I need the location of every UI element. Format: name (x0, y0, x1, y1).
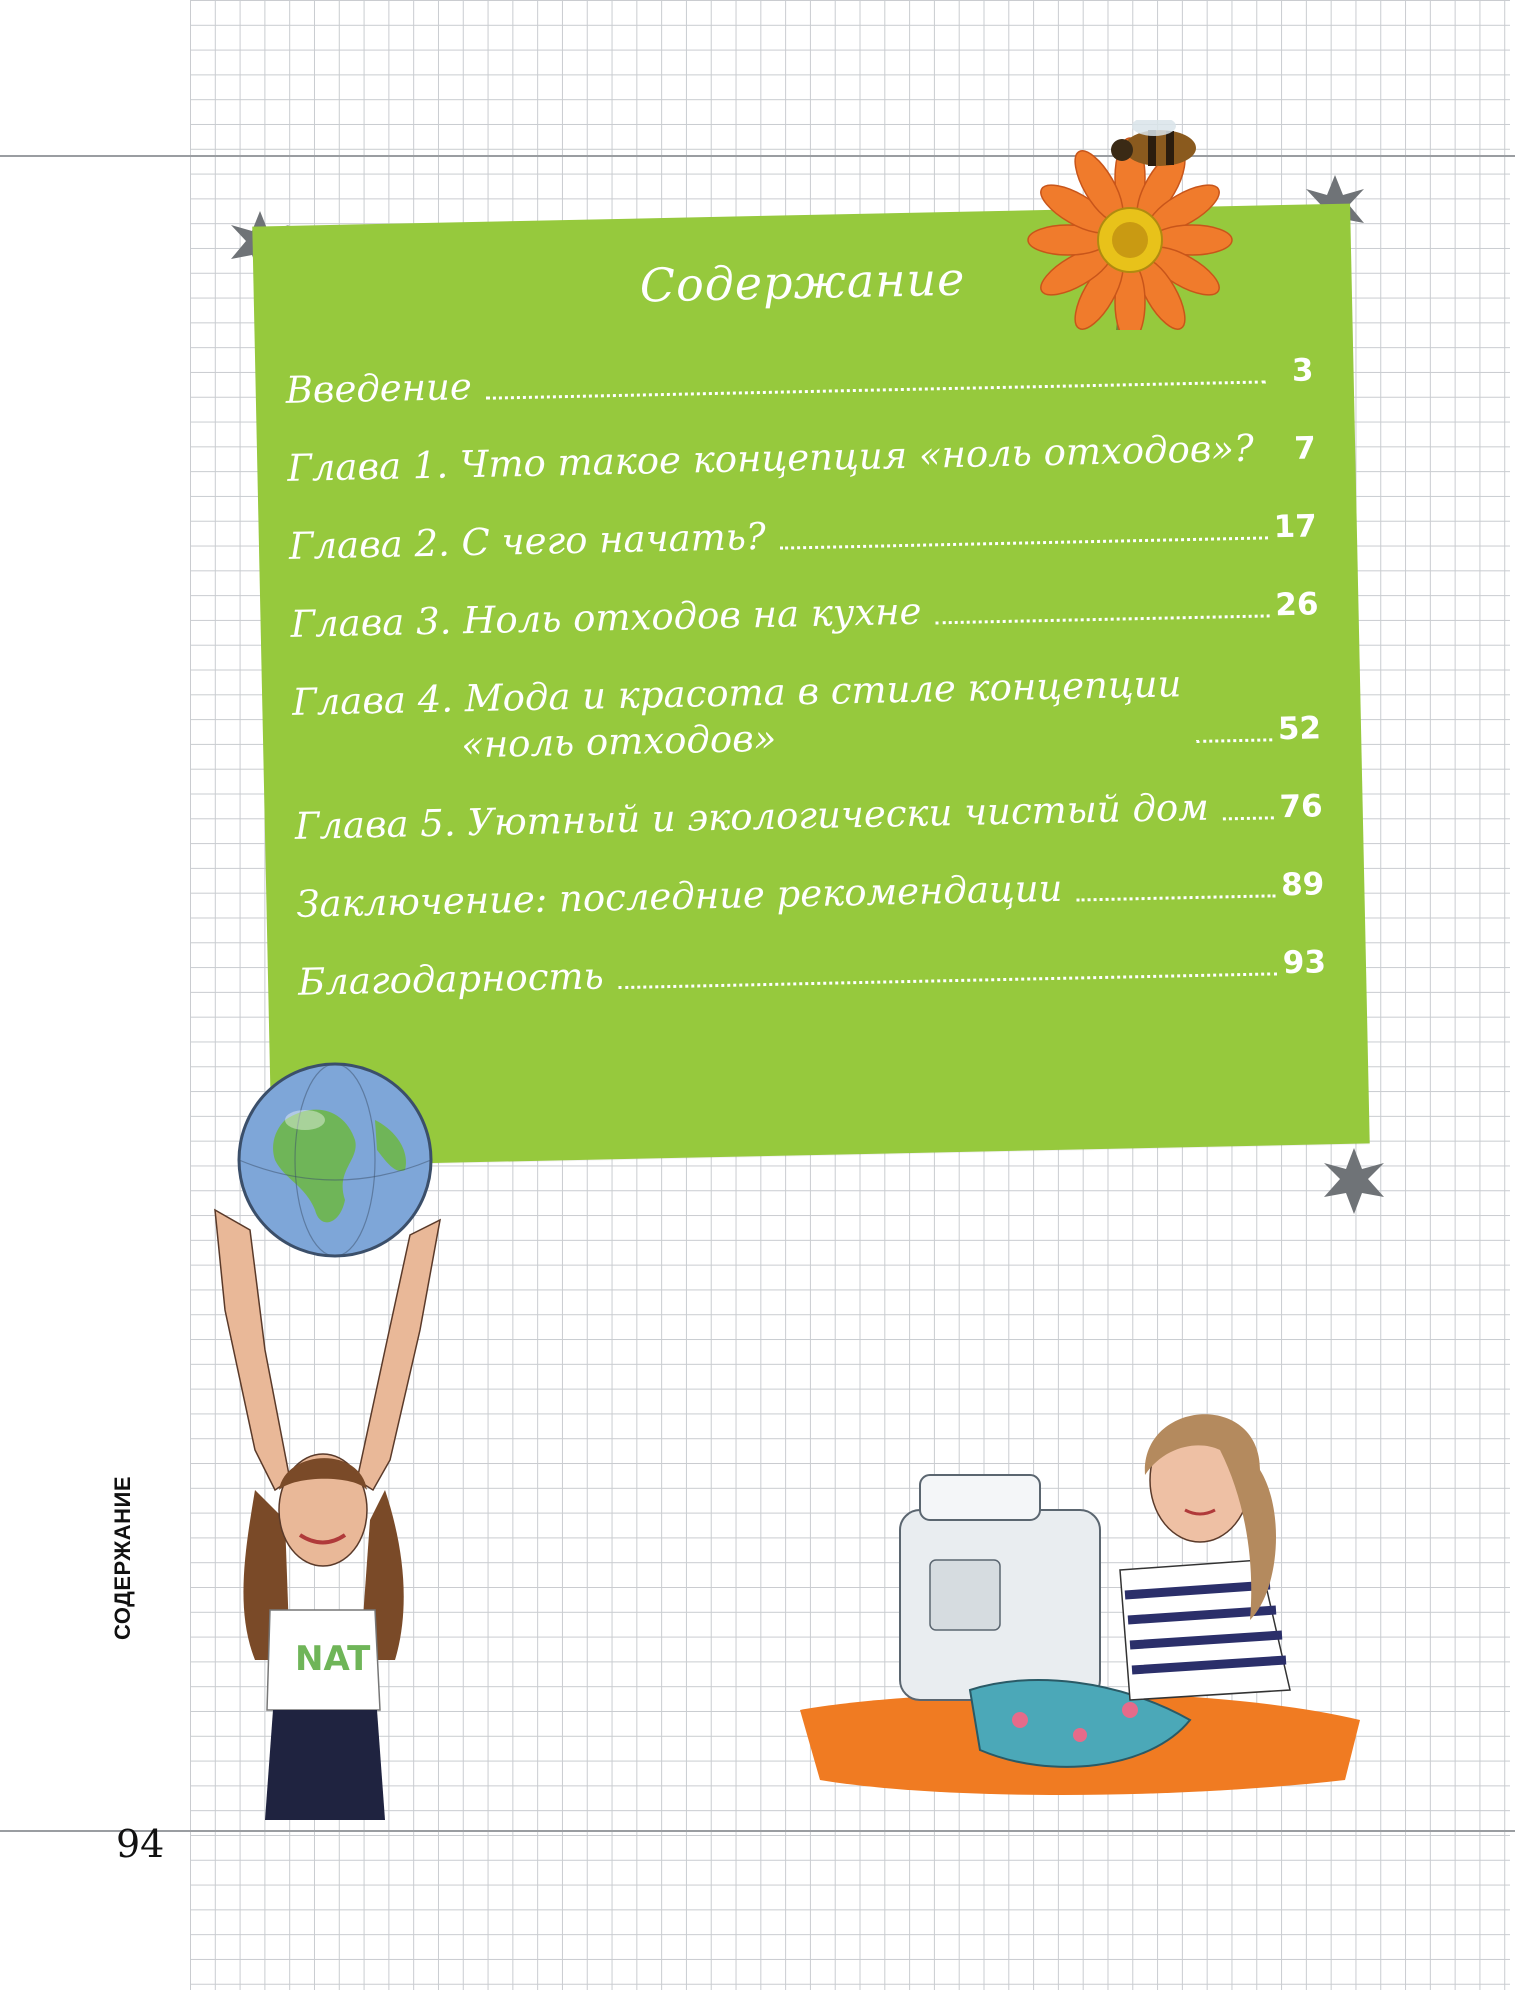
toc-entry-page: 17 (1273, 508, 1318, 546)
flower-bee-illustration (1015, 120, 1245, 330)
toc-entry-page: 3 (1291, 352, 1314, 389)
girl-raising-arms-illustration (195, 1190, 465, 1820)
toc-entry-label-line1: Глава 4. Мода и красота в стиле концепции (291, 661, 1182, 724)
toc-entry-label: Глава 5. Уютный и экологически чистый дом (294, 785, 1210, 848)
toc-panel (252, 204, 1369, 1167)
toc-entry-label-line2: «ноль отходов» (460, 716, 777, 767)
toc-entry-page: 93 (1282, 944, 1327, 982)
dot-leader (936, 613, 1270, 624)
dot-leader (618, 971, 1277, 989)
toc-entry-page: 26 (1274, 586, 1319, 624)
tshirt-text: NAT (295, 1639, 371, 1679)
girl-sewing-illustration (790, 1360, 1370, 1830)
toc-entry-label: Глава 1. Что такое концепция «ноль отходов»? (286, 426, 1255, 490)
toc-entry-page: 7 (1293, 430, 1317, 467)
dot-leader (780, 535, 1268, 549)
top-rule (0, 155, 1515, 157)
toc-entry[interactable] (291, 626, 1321, 772)
toc-title: Содержание (639, 251, 966, 313)
star-icon (1318, 1145, 1390, 1217)
toc-entry-page: 52 (1277, 710, 1322, 748)
toc-entry-label (292, 661, 1183, 772)
toc-entry-label: Введение (285, 364, 473, 412)
toc-entry-page: 76 (1279, 788, 1324, 826)
toc-entry-label: Глава 3. Ноль отходов на кухне (290, 589, 922, 646)
toc-list (285, 314, 1327, 1005)
toc-entry-label: Благодарность (297, 954, 605, 1004)
bottom-rule (0, 1830, 1515, 1832)
dot-leader (1196, 737, 1272, 743)
page-number: 94 (116, 1822, 165, 1866)
toc-entry-page: 89 (1280, 866, 1325, 904)
section-label: СОДЕРЖАНИЕ (110, 1475, 135, 1640)
toc-entry-label: Заключение: последние рекомендации (296, 866, 1063, 926)
toc-entry-label: Глава 2. С чего начать? (288, 514, 767, 568)
dot-leader (1077, 893, 1276, 901)
dot-leader (1223, 815, 1274, 820)
